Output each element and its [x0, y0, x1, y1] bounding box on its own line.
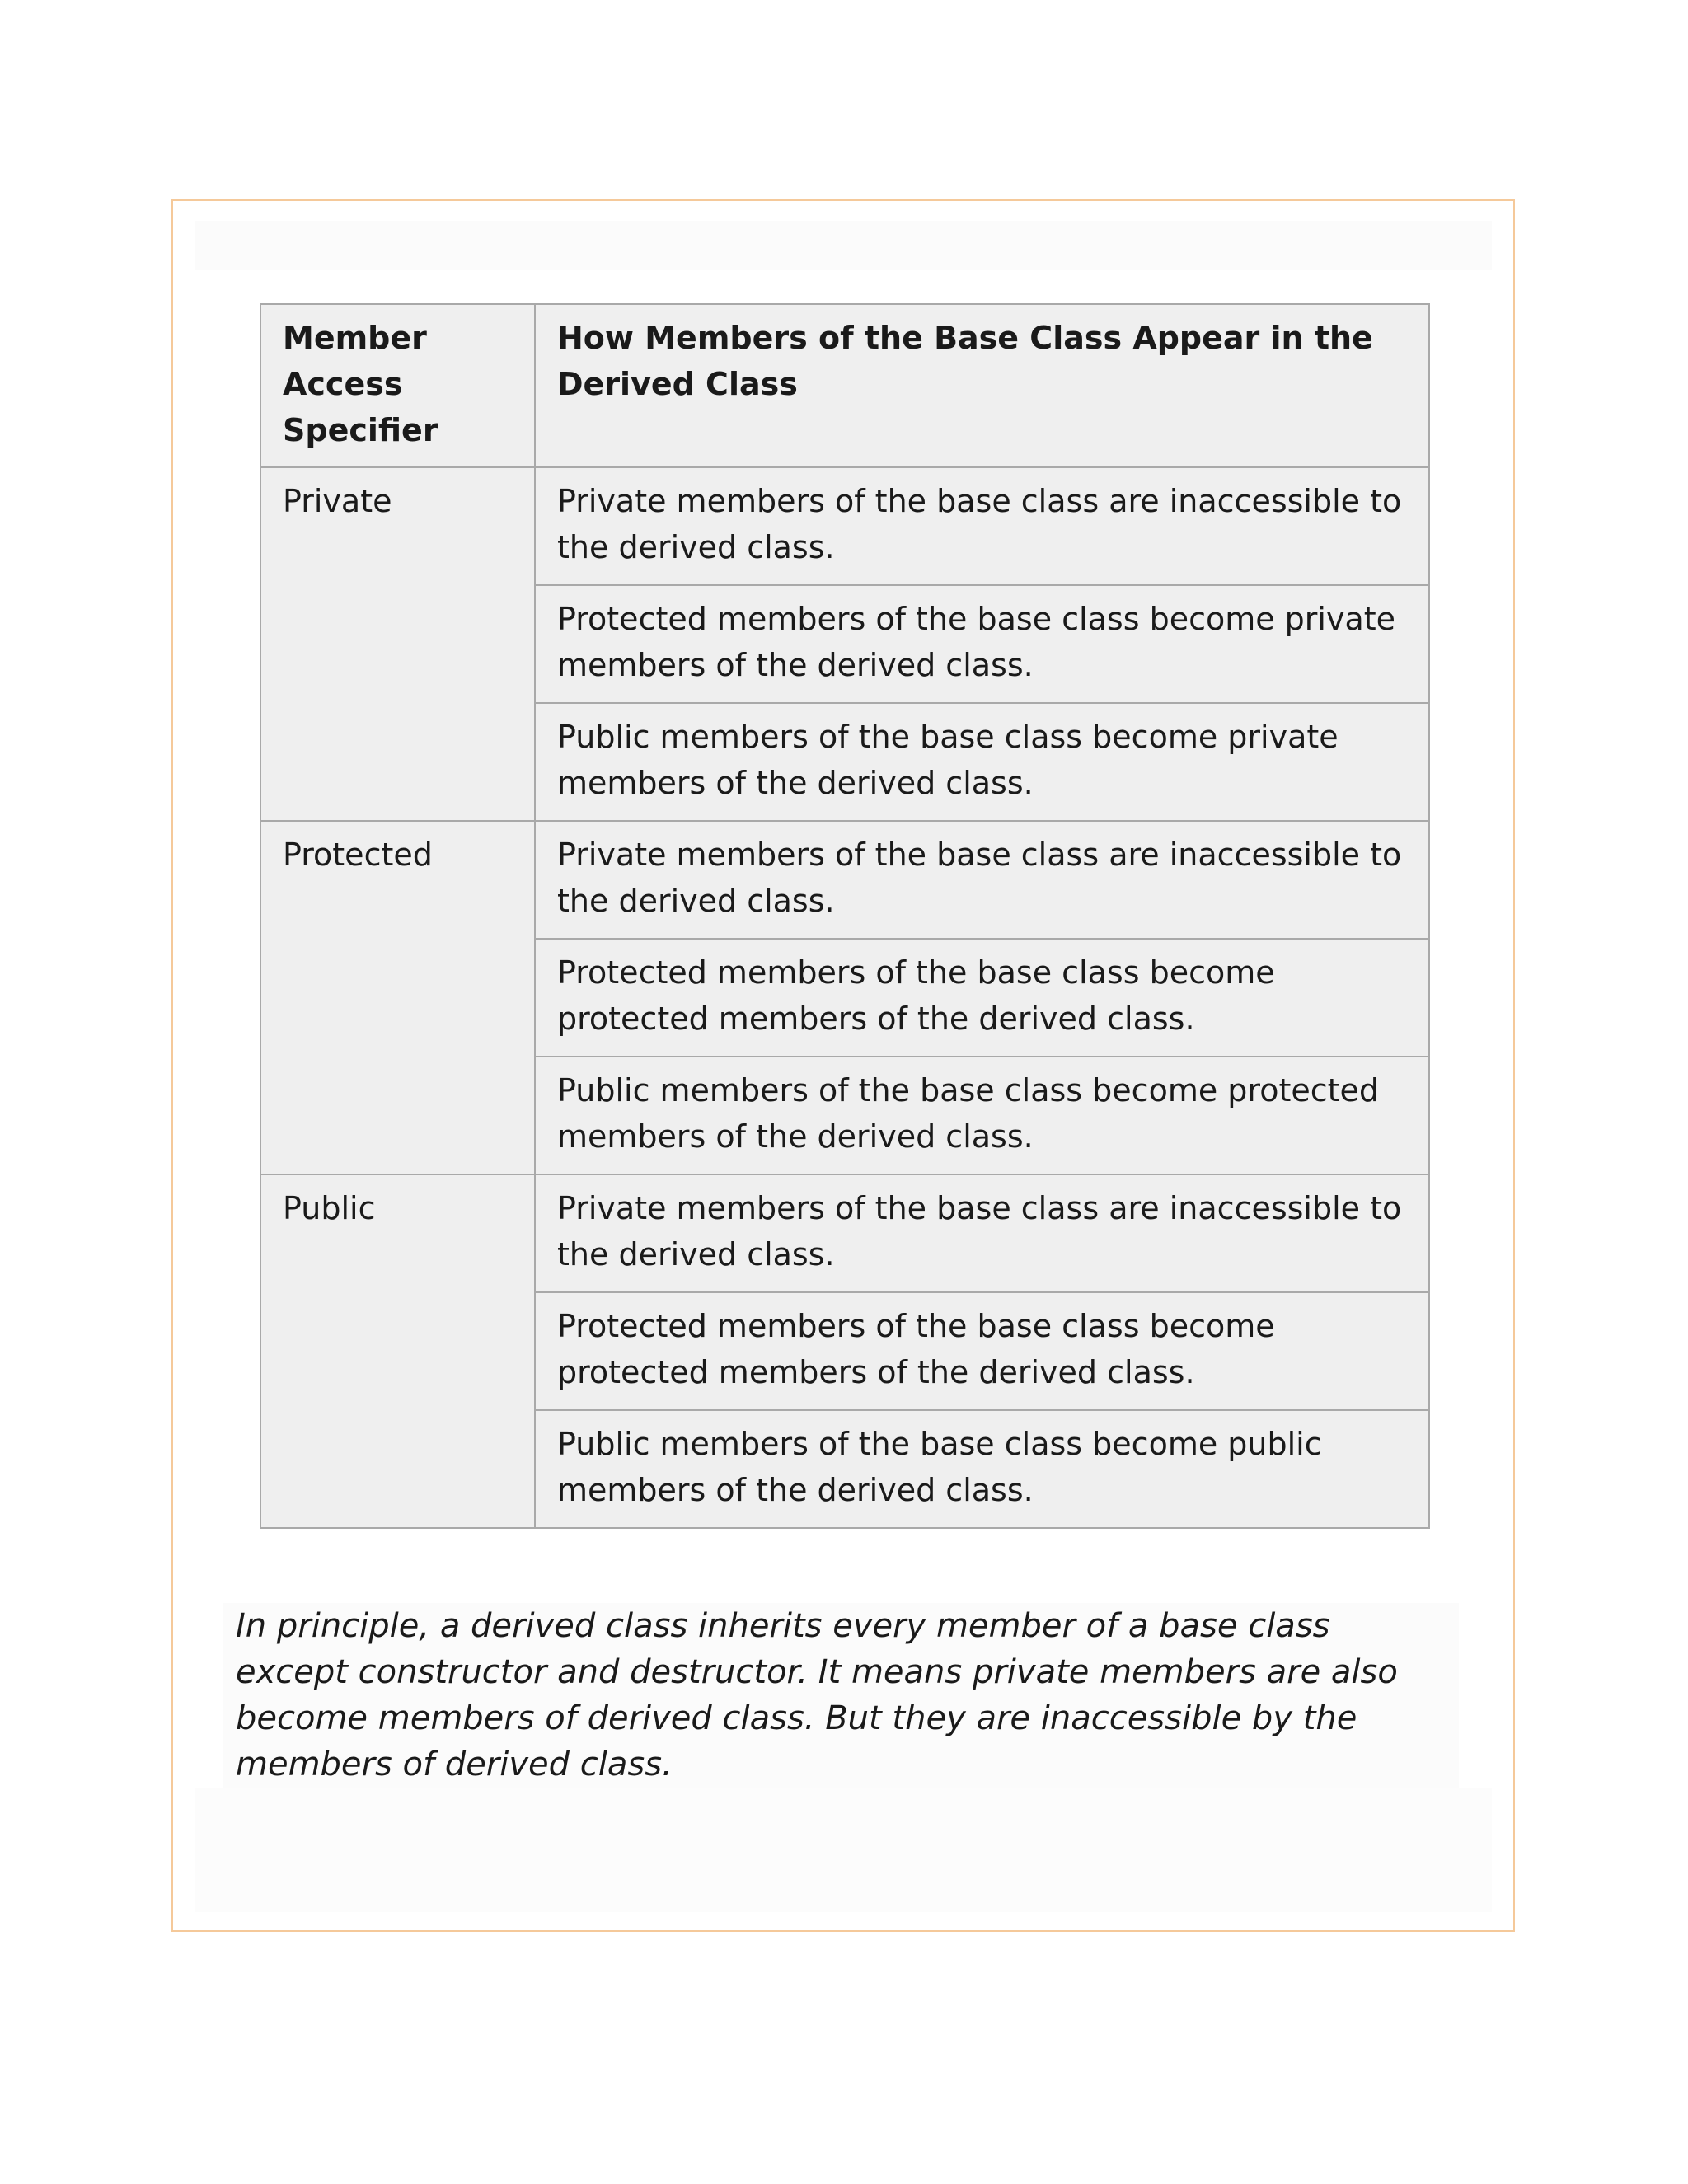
top-band	[195, 221, 1492, 270]
description-cell: Protected members of the base class become private members of the derived class.	[535, 585, 1429, 703]
description-cell: Private members of the base class are inaccessible to the derived class.	[535, 1174, 1429, 1292]
header-base-class-appearance: How Members of the Base Class Appear in the Derived Class	[535, 304, 1429, 467]
specifier-cell-public: Public	[260, 1174, 535, 1528]
description-cell: Private members of the base class are inaccessible to the derived class.	[535, 821, 1429, 939]
description-cell: Public members of the base class become public members of the derived class.	[535, 1410, 1429, 1528]
access-specifier-table	[260, 303, 1430, 1529]
description-cell: Public members of the base class become protected members of the derived class.	[535, 1057, 1429, 1174]
header-member-access-specifier: Member Access Specifier	[260, 304, 535, 467]
specifier-cell-protected: Protected	[260, 821, 535, 1174]
table-row	[260, 467, 1429, 585]
inheritance-note: In principle, a derived class inherits every member of a base class except constructor and destructor. It means private members are also become members of derived class. But they are inaccessible by the members of derived class.	[223, 1603, 1459, 1788]
description-cell: Protected members of the base class become protected members of the derived class.	[535, 939, 1429, 1057]
table-header-row	[260, 304, 1429, 467]
bottom-band	[195, 1788, 1492, 1912]
table-row	[260, 1174, 1429, 1292]
table-row	[260, 821, 1429, 939]
description-cell: Public members of the base class become private members of the derived class.	[535, 703, 1429, 821]
description-cell: Private members of the base class are inaccessible to the derived class.	[535, 467, 1429, 585]
description-cell: Protected members of the base class become protected members of the derived class.	[535, 1292, 1429, 1410]
specifier-cell-private: Private	[260, 467, 535, 821]
